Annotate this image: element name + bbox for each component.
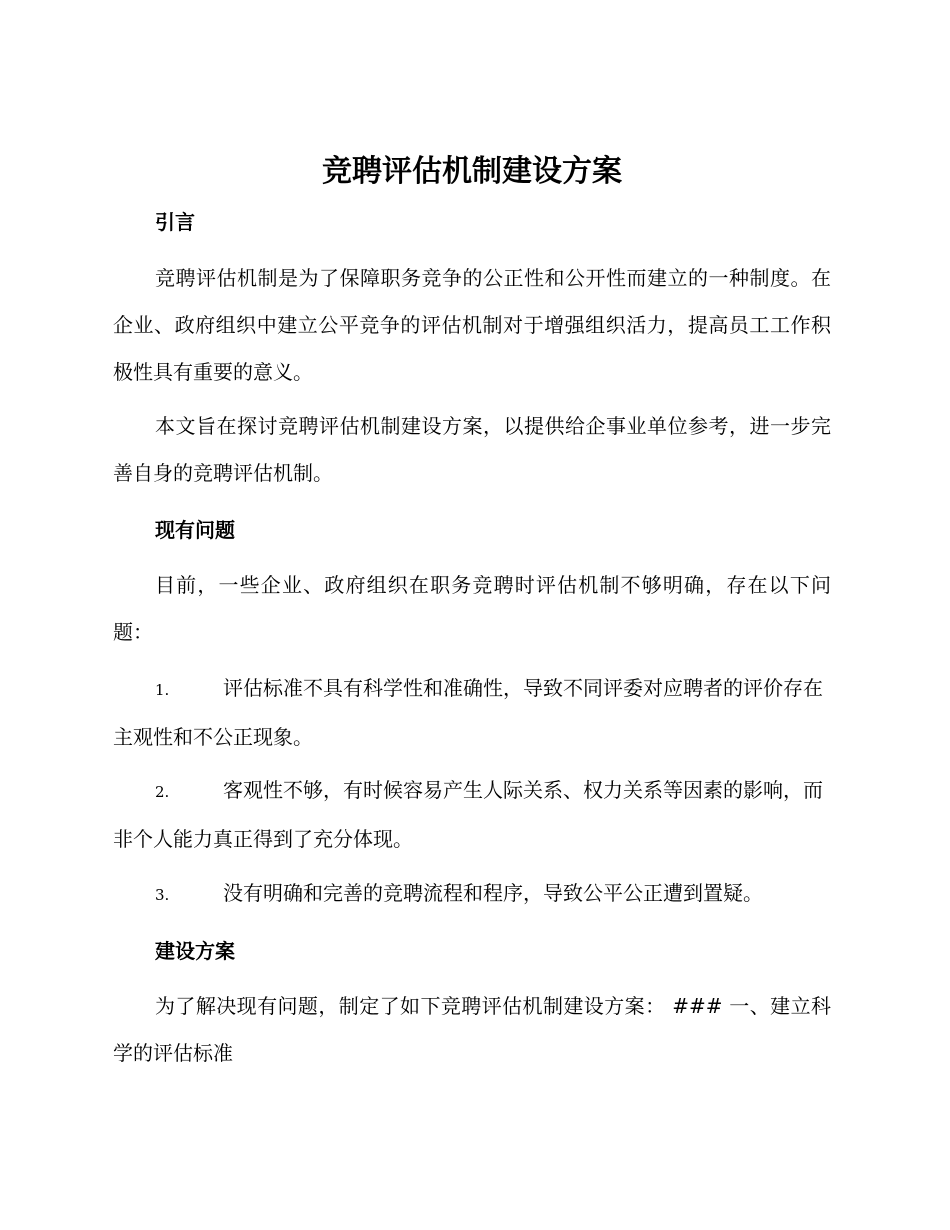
list-item-number: 2. (155, 783, 170, 801)
list-item (113, 870, 831, 919)
problems-paragraph: 目前，一些企业、政府组织在职务竞聘时评估机制不够明确，存在以下问题： (113, 573, 831, 644)
list-item-text: 没有明确和完善的竞聘流程和程序，导致公平公正遭到置疑。 (223, 881, 763, 905)
list-item-number: 1. (155, 681, 170, 699)
section-heading-plan: 建设方案 (155, 939, 235, 963)
list-item (113, 767, 831, 863)
list-item (113, 665, 831, 761)
plan-paragraph: 为了解决现有问题，制定了如下竞聘评估机制建设方案： ### 一、建立科学的评估标准 (113, 994, 831, 1065)
intro-paragraph-1: 竞聘评估机制是为了保障职务竞争的公正性和公开性而建立的一种制度。在企业、政府组织中建立公平竞争的评估机制对于增强组织活力，提高员工工作积极性具有重要的意义。 (113, 266, 831, 384)
section-heading-intro: 引言 (155, 210, 195, 234)
section-heading-problems: 现有问题 (155, 518, 235, 542)
intro-paragraph-2: 本文旨在探讨竞聘评估机制建设方案，以提供给企事业单位参考，进一步完善自身的竞聘评估机制。 (113, 414, 831, 485)
list-item-text: 评估标准不具有科学性和准确性，导致不同评委对应聘者的评价存在主观性和不公正现象。 (113, 676, 823, 749)
list-item-number: 3. (155, 886, 170, 904)
list-item-text: 客观性不够，有时候容易产生人际关系、权力关系等因素的影响，而非个人能力真正得到了充分体现。 (113, 778, 823, 851)
document-title: 竞聘评估机制建设方案 (322, 154, 622, 189)
